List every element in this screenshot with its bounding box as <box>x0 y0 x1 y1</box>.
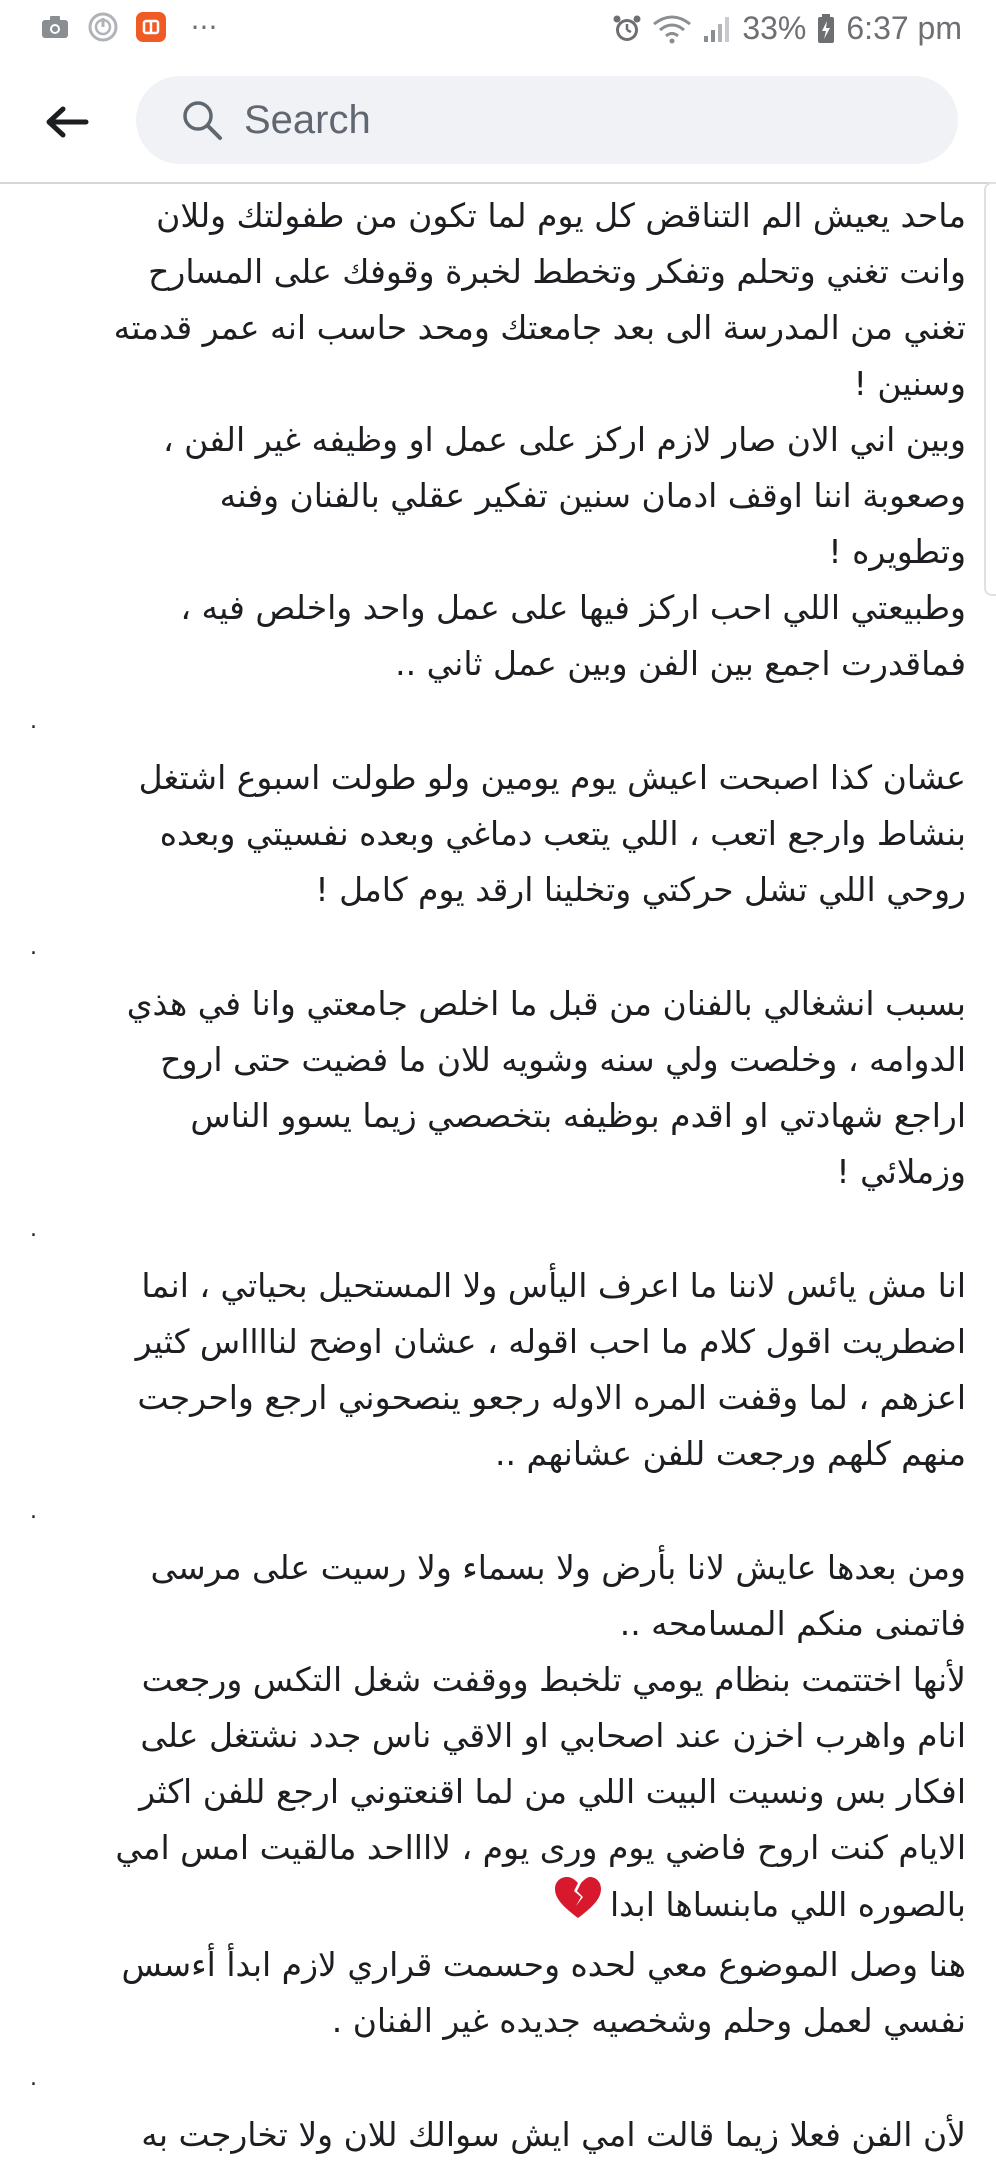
notification-icons <box>40 12 224 42</box>
text-line: ومن بعدها عايش لانا بأرض ولا بسماء ولا رسيت على مرسى <box>150 1548 966 1587</box>
battery-percent: 33% <box>742 10 807 46</box>
text-line: وتطويره ! <box>828 532 966 571</box>
paragraph-5 <box>30 1540 966 2049</box>
text-segment: بالصوره اللي مابنساها ابدا <box>610 1885 966 1924</box>
search-input[interactable] <box>244 76 924 164</box>
paragraph-4 <box>30 1258 966 1482</box>
search-bar[interactable] <box>136 76 958 164</box>
text-line: اعزهم ، لما وقفت المره الاوله رجعو ينصحوني ارجع واحرجت <box>137 1378 966 1417</box>
text-line: وزملائي ! <box>836 1152 966 1191</box>
post-content <box>30 182 966 2154</box>
text-line: وصعوبة اننا اوقف ادمان سنين تفكير عقلي بالفنان وفنه <box>219 476 966 515</box>
paragraph-3 <box>30 976 966 1200</box>
text-line: انام واهرب اخزن عند اصحابي او الاقي ناس جدد نشتغل على <box>140 1716 966 1755</box>
signal-icon <box>702 14 732 44</box>
text-line: انا مش يائس لاننا ما اعرف اليأس ولا المستحيل بحياتي ، انما <box>141 1266 966 1305</box>
text-line: وبين اني الان صار لازم اركز على عمل او وظيفه غير الفن ، <box>162 420 966 459</box>
text-line: وطبيعتي اللي احب اركز فيها على عمل واحد واخلص فيه ، <box>180 588 966 627</box>
text-line: لأنها اختتمت بنظام يومي تلخبط ووقفت شغل التكس ورجعت <box>141 1660 966 1699</box>
text-line-with-emoji <box>30 1876 966 1937</box>
clock: 6:37 pm <box>846 10 962 46</box>
search-header <box>0 62 996 184</box>
text-line: منهم كلهم ورجعت للفن عشانهم .. <box>495 1434 966 1473</box>
battery-icon <box>816 14 836 44</box>
separator-dot: . <box>30 2066 37 2091</box>
search-icon <box>180 98 224 142</box>
separator-dot: . <box>30 1217 37 1242</box>
paragraph-2 <box>30 750 966 918</box>
text-line: ماحد يعيش الم التناقض كل يوم لما تكون من طفولتك وللان <box>156 196 966 235</box>
text-line: بسبب انشغالي بالفنان من قبل ما اخلص جامعتي وانا في هذي <box>126 984 966 1023</box>
system-status <box>612 10 962 47</box>
broken-heart-icon <box>554 1876 602 1937</box>
camera-icon <box>40 12 70 42</box>
text-line: لأن الفن فعلا زيما قالت امي ايش سوالك للان ولا تخارجت به <box>141 2115 966 2154</box>
text-line: اراجع شهادتي او اقدم بوظيفه بتخصصي زيما يسوو الناس <box>190 1096 966 1135</box>
paragraph-1 <box>30 188 966 692</box>
alarm-icon <box>612 14 642 44</box>
text-line: نفسي لعمل وحلم وشخصيه جديده غير الفنان . <box>331 2001 966 2040</box>
text-line: الدوامه ، وخلصت ولي سنه وشويه للان ما فضيت حتى اروح <box>160 1040 966 1079</box>
scrollbar[interactable] <box>984 182 996 596</box>
text-line: عشان كذا اصبحت اعيش يوم يومين ولو طولت اسبوع اشتغل <box>138 758 966 797</box>
power-icon <box>88 12 118 42</box>
text-line: روحي اللي تشل حركتي وتخلينا ارقد يوم كامل ! <box>315 870 966 909</box>
text-line: هنا وصل الموضوع معي لحده وحسمت قراري لازم ابدأ أءسس <box>121 1945 966 1984</box>
text-line: تغني من المدرسة الى بعد جامعتك ومحد حاسب انه عمر قدمته <box>113 308 966 347</box>
text-line: اضطريت اقول كلام ما احب اقوله ، عشان اوضح لنااااس كثير <box>135 1322 966 1361</box>
text-line: فماقدرت اجمع بين الفن وبين عمل ثاني .. <box>395 644 966 683</box>
separator-dot: . <box>30 935 37 960</box>
separator-dot: . <box>30 709 37 734</box>
status-bar <box>0 0 996 62</box>
arrow-left-icon <box>44 105 88 139</box>
post-text <box>30 188 966 2163</box>
paragraph-6 <box>30 2107 966 2163</box>
separator-dot: . <box>30 1499 37 1524</box>
text-line: الايام كنت اروح فاضي يوم ورى يوم ، لااااحد مالقيت امس امي <box>115 1828 966 1867</box>
text-line: وسنين ! <box>853 364 966 403</box>
text-line: وانت تغني وتحلم وتفكر وتخطط لخبرة وقوفك على المسارح <box>148 252 966 291</box>
wifi-icon <box>652 14 692 44</box>
back-button[interactable] <box>36 92 96 152</box>
more-notifications-icon: ··· <box>190 10 218 44</box>
text-line: فاتمنى منكم المسامحه .. <box>619 1604 966 1643</box>
text-line: بنشاط وارجع اتعب ، اللي يتعب دماغي وبعده نفسيتي وبعده <box>159 814 966 853</box>
text-line: افكار بس ونسيت البيت اللي من لما اقنعتوني ارجع للفن اكثر <box>139 1772 966 1811</box>
mi-app-icon <box>136 12 166 42</box>
